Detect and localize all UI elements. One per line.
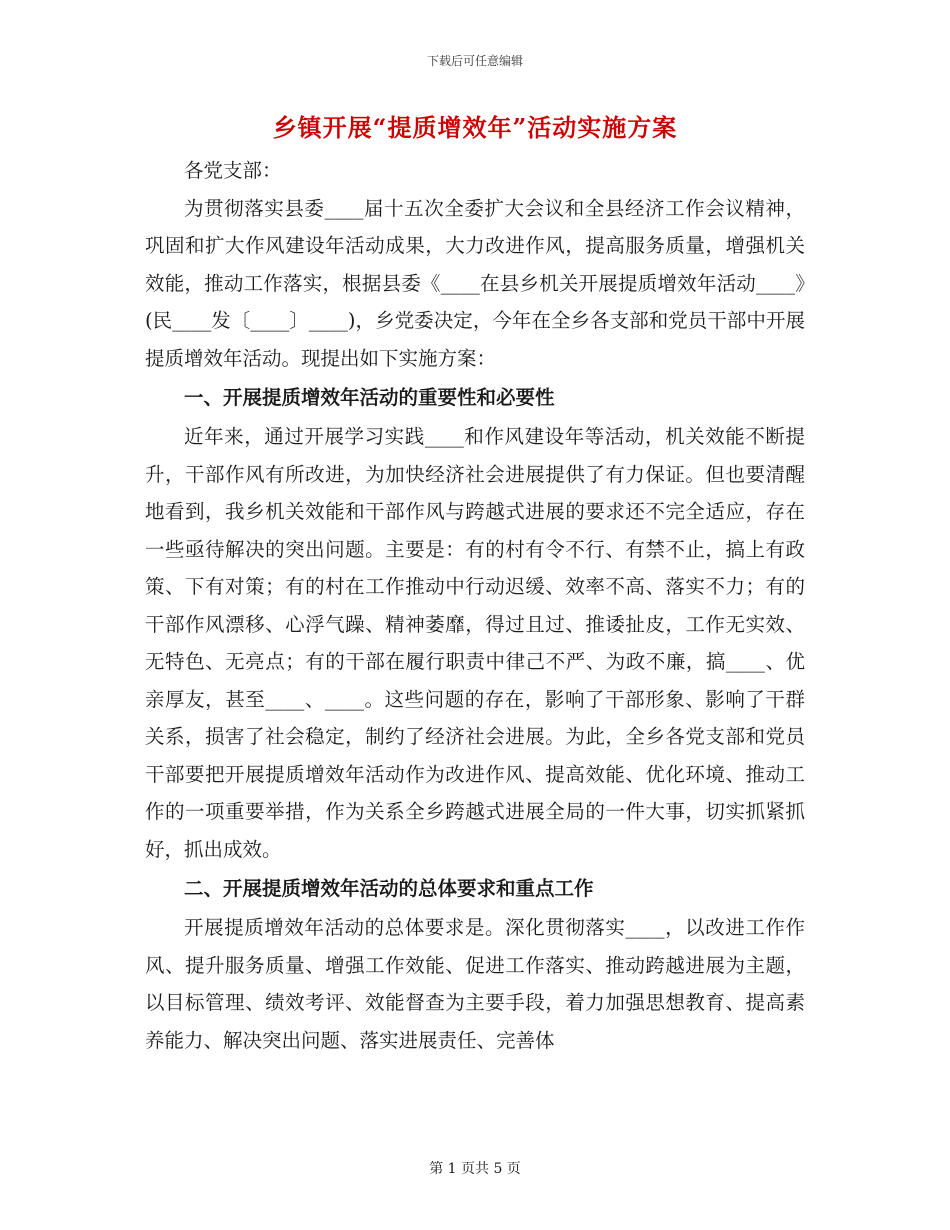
salutation: 各党支部： bbox=[184, 159, 282, 182]
document-body bbox=[145, 152, 805, 1059]
page-number: 第 1 页共 5 页 bbox=[429, 1161, 521, 1177]
page-header-note: 下载后可任意编辑 bbox=[426, 54, 523, 68]
section-1-heading: 一、开展提质增效年活动的重要性和必要性 bbox=[184, 386, 555, 409]
section-2-heading: 二、开展提质增效年活动的总体要求和重点工作 bbox=[184, 877, 594, 900]
intro-paragraph: 为贯彻落实县委____届十五次全委扩大会议和全县经济工作会议精神，巩固和扩大作风建设年活动成果，大力改进作风，提高服务质量，增强机关效能，推动工作落实，根据县委《____在县乡机关开展提质增效年活动____》(民____发〔____〕____)，乡党委决定，今年在全乡各支部和党员干部中开展提质增效年活动。现提出如下实施方案： bbox=[145, 196, 805, 370]
section-2-paragraph: 开展提质增效年活动的总体要求是。深化贯彻落实____，以改进工作作风、提升服务质量、增强工作效能、促进工作落实、推动跨越进展为主题，以目标管理、绩效考评、效能督查为主要手段，着力加强思想教育、提高素养能力、解决突出问题、落实进展责任、完善体 bbox=[145, 916, 805, 1052]
document-title: 乡镇开展“提质增效年”活动实施方案 bbox=[272, 113, 678, 142]
section-1-paragraph: 近年来，通过开展学习实践____和作风建设年等活动，机关效能不断提升，干部作风有所改进，为加快经济社会进展提供了有力保证。但也要清醒地看到，我乡机关效能和干部作风与跨越式进展的要求还不完全适应，存在一些亟待解决的突出问题。主要是：有的村有令不行、有禁不止，搞上有政策、下有对策；有的村在工作推动中行动迟缓、效率不高、落实不力；有的干部作风漂移、心浮气躁、精神萎靡，得过且过、推诿扯皮，工作无实效、无特色、无亮点；有的干部在履行职责中律己不严、为政不廉，搞____、优亲厚友，甚至____、____。这些问题的存在，影响了干部形象、影响了干群关系，损害了社会稳定，制约了经济社会进展。为此，全乡各党支部和党员干部要把开展提质增效年活动作为改进作风、提高效能、优化环境、推动工作的一项重要举措，作为关系全乡跨越式进展全局的一件大事，切实抓紧抓好，抓出成效。 bbox=[145, 425, 805, 861]
